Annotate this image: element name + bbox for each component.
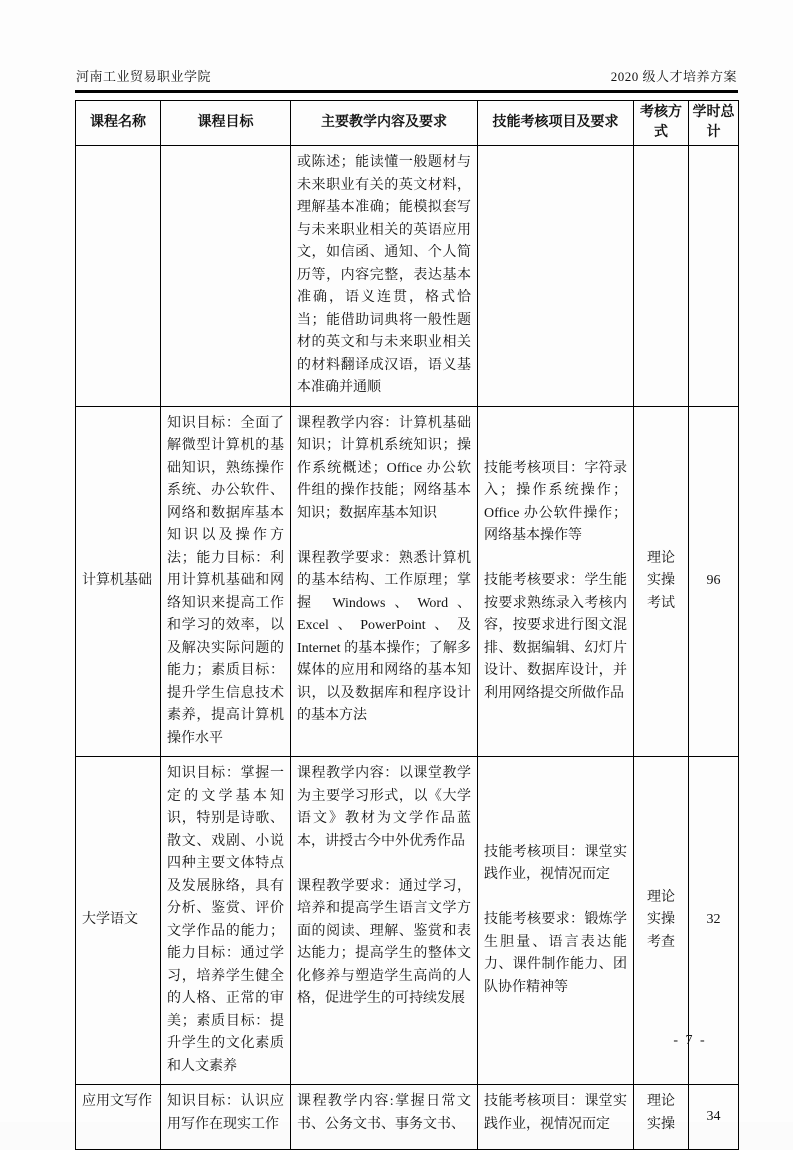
method-line: 理论	[647, 550, 675, 566]
cell-total-hours	[689, 146, 739, 407]
cell-skill-assessment	[478, 146, 634, 407]
cell-course-name	[76, 406, 161, 757]
cell-teaching-content	[291, 146, 478, 407]
content-paragraph: 课程教学要求：通过学习，培养和提高学生语言文学方面的阅读、理解、鉴赏和表达能力；提高学生的整体文化修养与塑造学生高尚的人格，促进学生的可持续发展	[297, 878, 471, 1006]
col-header-skill-assessment: 技能考核项目及要求	[478, 101, 634, 146]
method-line: 理论	[647, 889, 675, 905]
content-paragraph: 课程教学内容：计算机基础知识；计算机系统知识；操作系统概述；Office 办公软件组的操作技能；网络基本知识；数据库基本知识	[297, 415, 471, 521]
content-paragraph: 课程教学内容:掌握日常文书、公务文书、事务文书、	[297, 1094, 471, 1132]
header-rule	[75, 90, 738, 93]
table-row-applied-writing	[76, 1085, 739, 1150]
method-line: 实操	[647, 573, 675, 588]
table-row-english-continued	[76, 146, 739, 407]
method-line: 实操	[647, 912, 675, 928]
skill-paragraph: 技能考核项目：课堂实践作业，视情况而定	[484, 1094, 627, 1132]
cell-total-hours	[689, 1085, 739, 1150]
objectives-paragraph: 知识目标：认识应用写作在现实工作	[167, 1094, 284, 1132]
header-plan-title: 2020 级人才培养方案	[610, 69, 737, 84]
cell-teaching-content	[291, 1085, 478, 1150]
method-line: 理论	[647, 1094, 675, 1109]
table-row-college-chinese	[76, 757, 739, 1085]
hours-value: 34	[706, 1108, 721, 1124]
skill-paragraph: 技能考核项目：课堂实践作业，视情况而定	[484, 844, 627, 883]
col-header-course-objectives: 课程目标	[161, 101, 291, 146]
cell-assessment-method	[634, 406, 689, 757]
cell-assessment-method	[634, 146, 689, 407]
content-paragraph: 课程教学要求：熟悉计算机的基本结构、工作原理；掌握 Windows、Word、Excel、PowerPoint、及 Internet 的基本操作；了解多媒体的应用和网络的基本知识，以及数据库和程序设计的基本方法	[297, 550, 471, 723]
objectives-paragraph: 知识目标：全面了解微型计算机的基础知识，熟练操作系统、办公软件、网络和数据库基本知识以及操作方法；能力目标：利用计算机基础和网络知识来提高工作和学习的效率，以及解决实际问题的能力；素质目标：提升学生信息技术素养，提高计算机操作水平	[167, 415, 284, 746]
skill-paragraph: 技能考核要求：锻炼学生胆量、语言表达能力、课件制作能力、团队协作精神等	[484, 912, 627, 995]
curriculum-table	[75, 100, 739, 1150]
col-header-assessment-method: 考核方式	[634, 101, 689, 146]
skill-paragraph: 技能考核项目：字符录入；操作系统操作；Office 办公软件操作；网络基本操作等	[484, 460, 627, 543]
cell-course-objectives	[161, 757, 291, 1085]
cell-teaching-content	[291, 406, 478, 757]
method-line: 实操	[647, 1116, 675, 1132]
cell-course-objectives	[161, 1085, 291, 1150]
content-paragraph: 或陈述；能读懂一般题材与未来职业有关的英文材料，理解基本准确；能模拟套写与未来职业相关的英语应用文，如信函、通知、个人简历等，内容完整，表达基本准确，语义连贯，格式恰当；能借助词典将一般性题材的英文和与未来职业相关的材料翻译成汉语，语义基本准确并通顺	[297, 155, 471, 395]
table-header-row	[76, 101, 739, 146]
cell-total-hours	[689, 406, 739, 757]
cell-course-name	[76, 1085, 161, 1150]
method-line: 考试	[647, 595, 675, 611]
cell-skill-assessment	[478, 406, 634, 757]
objectives-paragraph: 知识目标：掌握一定的文学基本知识，特别是诗歌、散文、戏剧、小说四种主要文体特点及发展脉络，具有分析、鉴赏、评价文学作品的能力；能力目标：通过学习，培养学生健全的人格、正常的审美；素质目标：提升学生的文化素质和人文素养	[167, 766, 284, 1074]
content-paragraph: 课程教学内容：以课堂教学为主要学习形式，以《大学语文》教材为文学作品蓝本，讲授古今中外优秀作品	[297, 766, 471, 849]
header-school-name: 河南工业贸易职业学院	[76, 69, 212, 84]
col-header-total-hours: 学时总计	[689, 101, 739, 146]
cell-course-objectives	[161, 146, 291, 407]
col-header-teaching-content: 主要教学内容及要求	[291, 101, 478, 146]
cell-skill-assessment	[478, 1085, 634, 1150]
cell-course-name	[76, 757, 161, 1085]
cell-skill-assessment	[478, 757, 634, 1085]
cell-assessment-method	[634, 1085, 689, 1150]
cell-course-name	[76, 146, 161, 407]
course-name-text: 大学语文	[82, 912, 138, 928]
course-name-text: 应用文写作	[82, 1094, 152, 1109]
cell-course-objectives	[161, 406, 291, 757]
col-header-course-name: 课程名称	[76, 101, 161, 146]
page-number: - 7 -	[673, 1033, 707, 1048]
method-line: 考查	[647, 934, 675, 950]
course-name-text: 计算机基础	[82, 573, 152, 588]
skill-paragraph: 技能考核要求：学生能按要求熟练录入考核内容，按要求进行图文混排、数据编辑、幻灯片设计、数据库设计，并利用网络提交所做作品	[484, 573, 627, 701]
hours-value: 96	[706, 573, 721, 588]
cell-teaching-content	[291, 757, 478, 1085]
hours-value: 32	[706, 912, 721, 928]
table-row-computer-basics	[76, 406, 739, 757]
page-header	[76, 66, 737, 85]
